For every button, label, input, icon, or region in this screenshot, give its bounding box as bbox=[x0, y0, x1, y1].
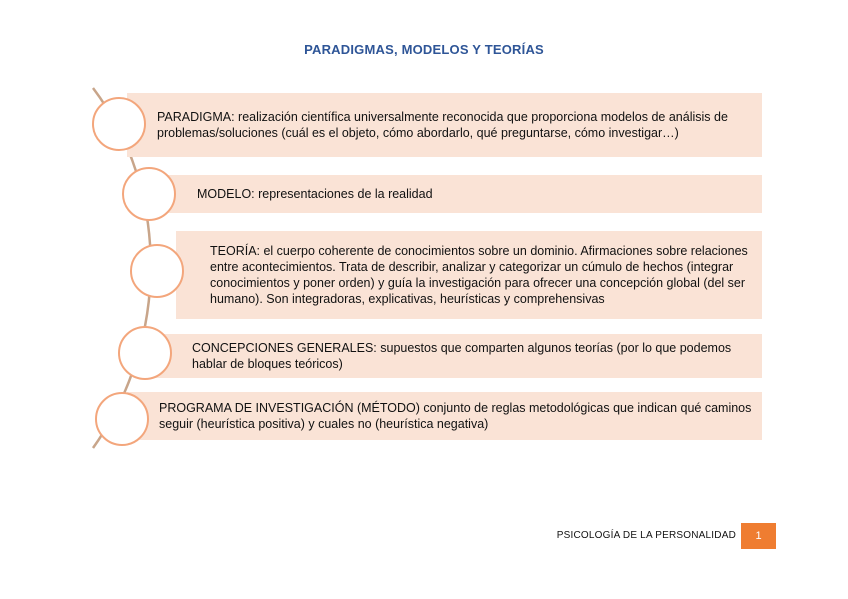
page-number-badge: 1 bbox=[741, 523, 776, 549]
list-item-programa bbox=[127, 392, 762, 440]
bullet-circle bbox=[122, 167, 176, 221]
item-text: PROGRAMA DE INVESTIGACIÓN (MÉTODO) conjunto de reglas metodológicas que indican qué caminos seguir (heurística positiva) y cuales no (heurística negativa) bbox=[159, 401, 752, 431]
list-item-paradigma bbox=[127, 93, 762, 157]
page-title: PARADIGMAS, MODELOS Y TEORÍAS bbox=[304, 42, 544, 57]
item-text: CONCEPCIONES GENERALES: supuestos que comparten algunos teorías (por lo que podemos hablar de bloques teóricos) bbox=[192, 341, 732, 371]
item-text: MODELO: representaciones de la realidad bbox=[197, 187, 433, 201]
item-text: PARADIGMA: realización científica universalmente reconocida que proporciona modelos de análisis de problemas/soluciones (cuál es el objeto, cómo abordarlo, qué preguntarse, cómo investigar…) bbox=[157, 110, 728, 140]
list-item-modelo bbox=[151, 175, 762, 213]
bullet-circle bbox=[118, 326, 172, 380]
bullet-circle bbox=[92, 97, 146, 151]
list-item-concepciones bbox=[148, 334, 762, 378]
item-text: TEORÍA: el cuerpo coherente de conocimientos sobre un dominio. Afirmaciones sobre relaciones entre acontecimientos. Trata de describir, analizar y categorizar un cúmulo de hechos (integrar conocimientos y poner orden) y guía la investigación para ofrecer una concepción global (del ser humano). Son integradoras, explicativas, heurísticas y comprehensivas bbox=[210, 244, 748, 306]
footer-label: PSICOLOGÍA DE LA PERSONALIDAD bbox=[556, 530, 736, 541]
bullet-circle bbox=[95, 392, 149, 446]
list-item-teoria bbox=[176, 231, 762, 319]
bullet-circle bbox=[130, 244, 184, 298]
